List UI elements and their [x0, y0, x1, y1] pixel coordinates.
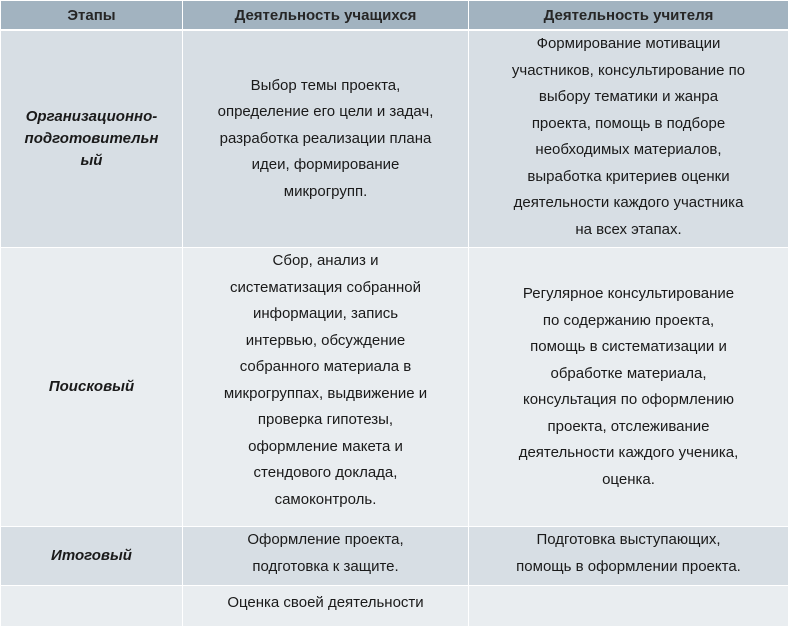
student-activity-cell	[183, 30, 469, 248]
student-activity-text: Выбор темы проекта, определение его цели и задач, разработка реализации плана идеи, формирование микрогрупп.	[217, 76, 434, 200]
table-row	[1, 248, 789, 527]
stage-cell	[1, 586, 183, 627]
teacher-activity-cell	[469, 586, 789, 627]
stage-cell	[1, 30, 183, 248]
teacher-activity-text: Регулярное консультирование по содержанию проекта, помощь в систематизации и обработке материала, консультация по оформлению проекта, отслеживание деятельности каждого ученика, оценка.	[518, 285, 739, 488]
teacher-activity-cell	[469, 248, 789, 527]
teacher-activity-cell	[469, 30, 789, 248]
header-teacher-activity: Деятельность учителя	[469, 1, 789, 31]
student-activity-cell	[183, 527, 469, 586]
stage-cell	[1, 248, 183, 527]
stage-name: Итоговый	[51, 547, 132, 564]
teacher-activity-text: Формирование мотивации участников, консультирование по выбору тематики и жанра проекта, помощь в подборе необходимых материалов, выработка критериев оценки деятельности каждого участника на всех этапах.	[511, 35, 746, 238]
student-activity-cell	[183, 248, 469, 527]
stage-name: Поисковый	[48, 378, 135, 395]
student-activity-text: Оформление проекта, подготовка к защите.	[247, 531, 404, 575]
teacher-activity-cell	[469, 527, 789, 586]
teacher-activity-text: Подготовка выступающих, помощь в оформлении проекта.	[516, 531, 741, 575]
stage-name: Организационно- подготовительн ый	[24, 108, 159, 169]
student-activity-text: Сбор, анализ и систематизация собранной информации, запись интервью, обсуждение собранного материала в микрогруппах, выдвижение и проверка гипотезы, оформление макета и стендового доклада, самоконтроль.	[223, 252, 428, 508]
student-activity-cell	[183, 586, 469, 627]
table-row	[1, 527, 789, 586]
table-header-row	[1, 1, 789, 31]
student-activity-text: Оценка своей деятельности	[227, 594, 424, 611]
table-row	[1, 586, 789, 627]
header-student-activity: Деятельность учащихся	[183, 1, 469, 31]
table-row	[1, 30, 789, 248]
header-stages: Этапы	[1, 1, 183, 31]
stage-cell	[1, 527, 183, 586]
